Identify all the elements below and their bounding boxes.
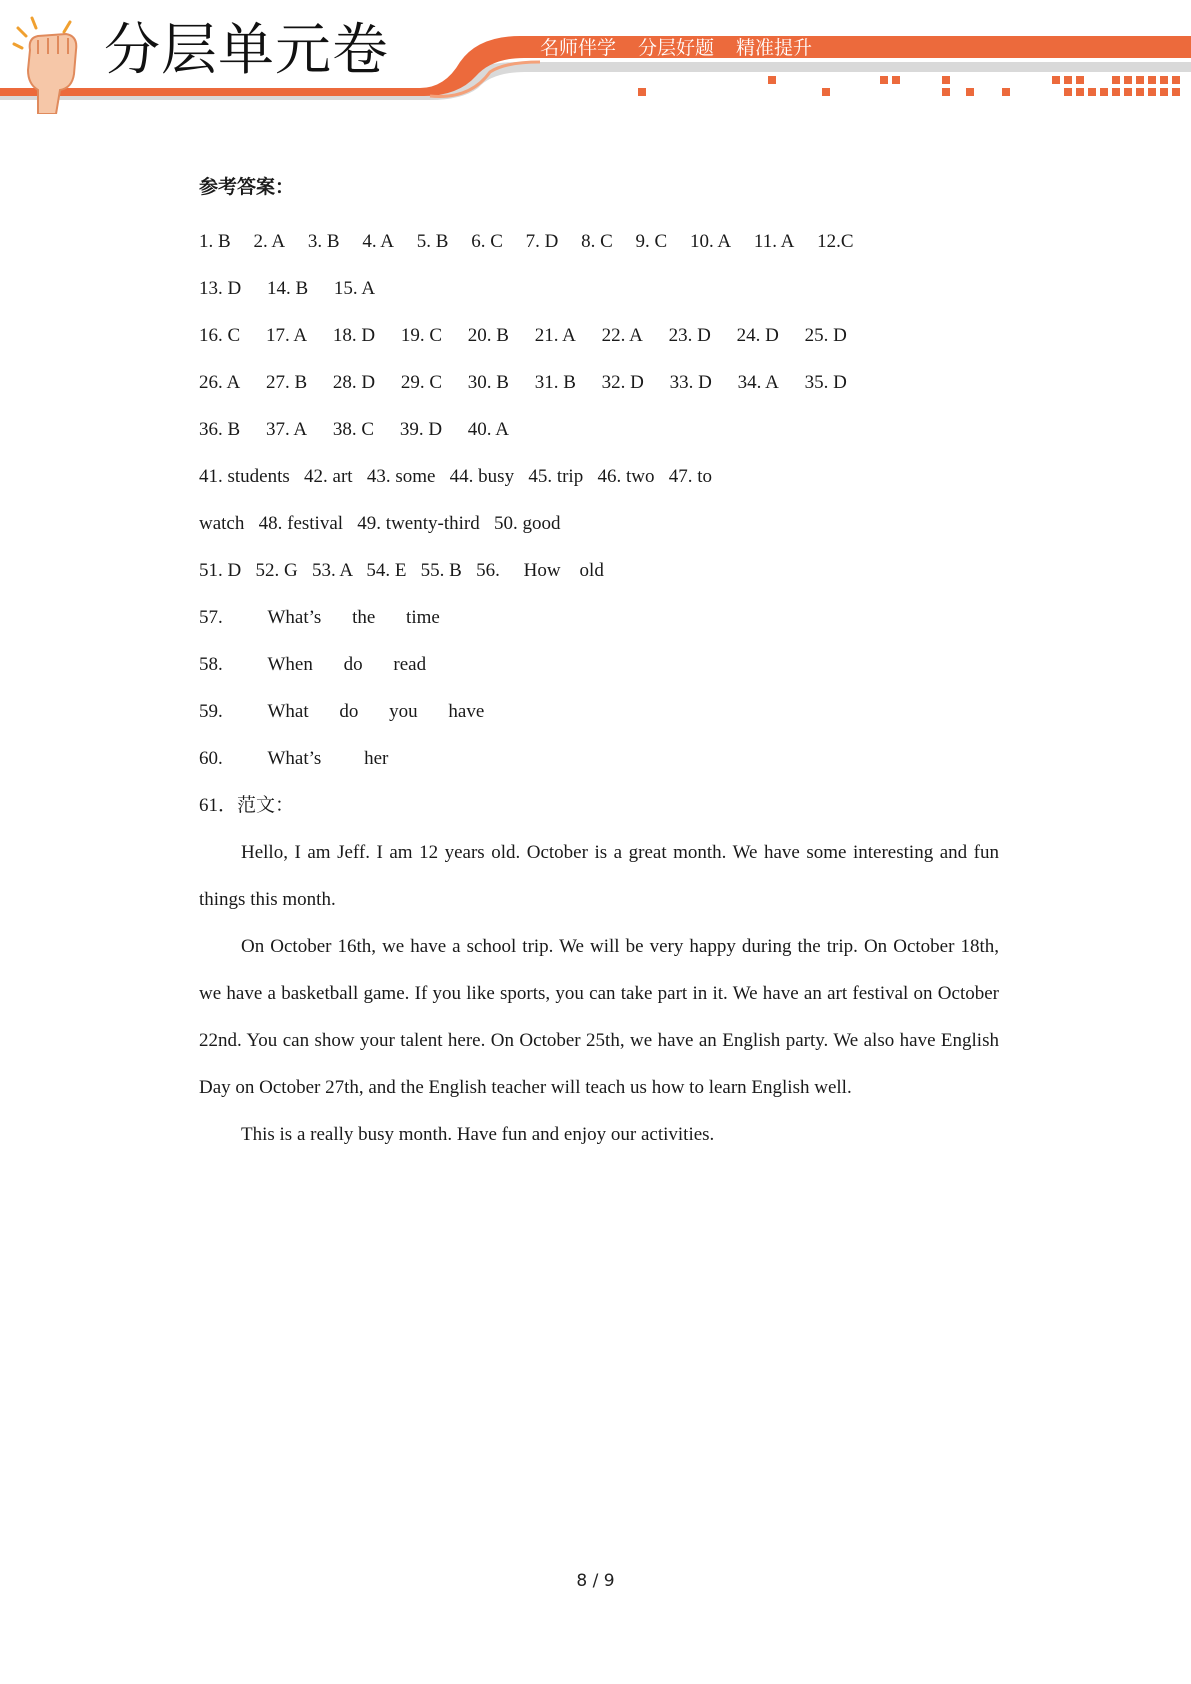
answer-item: 22. A <box>601 325 643 346</box>
answer-word: do <box>343 654 363 675</box>
slogan-2: 分层好题 <box>638 37 715 59</box>
answer-key <box>199 172 999 1158</box>
question-number: 57. <box>199 607 223 628</box>
essay-paragraph: This is a really busy month. Have fun and enjoy our activities. <box>241 1124 715 1145</box>
answer-item: 32. D <box>601 372 644 393</box>
answer-item: 28. D <box>332 372 376 393</box>
answer-item: 1. B <box>199 231 231 252</box>
answer-item: 12.C <box>817 231 854 252</box>
answer-word: do <box>339 701 359 722</box>
answer-item: 16. C <box>199 325 241 346</box>
answer-row-1 <box>199 218 999 265</box>
header-slogans <box>540 34 812 64</box>
fill-line-1: 41. students 42. art 43. some 44. busy 45. trip 46. two 47. to <box>199 466 712 487</box>
answer-row-2 <box>199 265 999 312</box>
answer-item: 21. A <box>534 325 576 346</box>
answer-item: 38. C <box>332 419 375 440</box>
answer-item: 31. B <box>534 372 576 393</box>
answer-item: 2. A <box>253 231 286 252</box>
fist-icon <box>8 14 88 114</box>
answer-item: 26. A <box>199 372 241 393</box>
fill-line-3: 51. D 52. G 53. A 54. E 55. B 56. How old <box>199 560 604 581</box>
answer-item: 7. D <box>525 231 559 252</box>
answer-item: 39. D <box>399 419 443 440</box>
answer-word: the <box>352 607 376 628</box>
answer-item: 36. B <box>199 419 241 440</box>
fill-line-2: watch 48. festival 49. twenty-third 50. good <box>199 513 561 534</box>
answer-item: 5. B <box>416 231 449 252</box>
decor-squares <box>638 76 1180 96</box>
answer-item: 11. A <box>753 231 795 252</box>
answer-word: What <box>267 701 309 722</box>
answer-item: 29. C <box>400 372 443 393</box>
answer-row-5 <box>199 406 999 453</box>
answer-word: have <box>448 701 485 722</box>
phrase-line-60 <box>199 735 999 782</box>
answer-item: 19. C <box>400 325 443 346</box>
answer-word: time <box>406 607 440 628</box>
answer-row-4 <box>199 359 999 406</box>
essay-label: 61．范文： <box>199 795 295 816</box>
answer-item: 10. A <box>689 231 732 252</box>
answer-item: 23. D <box>668 325 711 346</box>
phrase-line-59 <box>199 688 999 735</box>
answer-item: 35. D <box>804 372 847 393</box>
brand-title: 分层单元卷 <box>104 18 389 83</box>
answer-word: read <box>393 654 427 675</box>
answer-item: 34. A <box>737 372 779 393</box>
essay-paragraph: On October 16th, we have a school trip. We will be very happy during the trip. On October 18th, we have a basketball game. If you like sports, you can take part in it. We have an art festival on October 22nd. You can show your talent here. On October 25th, we have an English party. We also have English Day on October 27th, and the English teacher will teach us how to learn English well. <box>199 936 999 1098</box>
answer-item: 6. C <box>471 231 503 252</box>
question-number: 59. <box>199 701 223 722</box>
page-header <box>0 0 1191 120</box>
slogan-3: 精准提升 <box>736 37 813 59</box>
question-number: 58. <box>199 654 223 675</box>
answer-item: 20. B <box>467 325 509 346</box>
answer-item: 25. D <box>804 325 847 346</box>
answer-word: What’s <box>267 748 322 769</box>
answer-item: 3. B <box>307 231 340 252</box>
answer-row-3 <box>199 312 999 359</box>
answer-item: 24. D <box>736 325 779 346</box>
answer-item: 37. A <box>265 419 308 440</box>
answer-word: you <box>389 701 418 722</box>
answer-item: 9. C <box>635 231 668 252</box>
phrase-line-58 <box>199 641 999 688</box>
slogan-1: 名师伴学 <box>540 37 617 59</box>
essay-paragraph: Hello, I am Jeff. I am 12 years old. October is a great month. We have some interesting and fun things this month. <box>199 842 999 910</box>
answer-item: 30. B <box>467 372 509 393</box>
answer-word: When <box>267 654 313 675</box>
answer-item: 33. D <box>669 372 712 393</box>
answer-item: 27. B <box>265 372 308 393</box>
answer-word: What’s <box>267 607 322 628</box>
section-title: 参考答案： <box>199 176 295 198</box>
question-number: 60. <box>199 748 223 769</box>
answer-item: 4. A <box>362 231 394 252</box>
answer-word: her <box>364 748 389 769</box>
answer-item: 18. D <box>332 325 376 346</box>
model-essay <box>199 829 999 1158</box>
phrase-line-57 <box>199 594 999 641</box>
answer-item: 15. A <box>333 278 376 299</box>
answer-item: 13. D <box>199 278 242 299</box>
answer-item: 8. C <box>581 231 613 252</box>
answer-item: 40. A <box>467 419 509 440</box>
answer-item: 17. A <box>265 325 308 346</box>
page-number: 8 / 9 <box>576 1571 615 1591</box>
answer-item: 14. B <box>266 278 309 299</box>
